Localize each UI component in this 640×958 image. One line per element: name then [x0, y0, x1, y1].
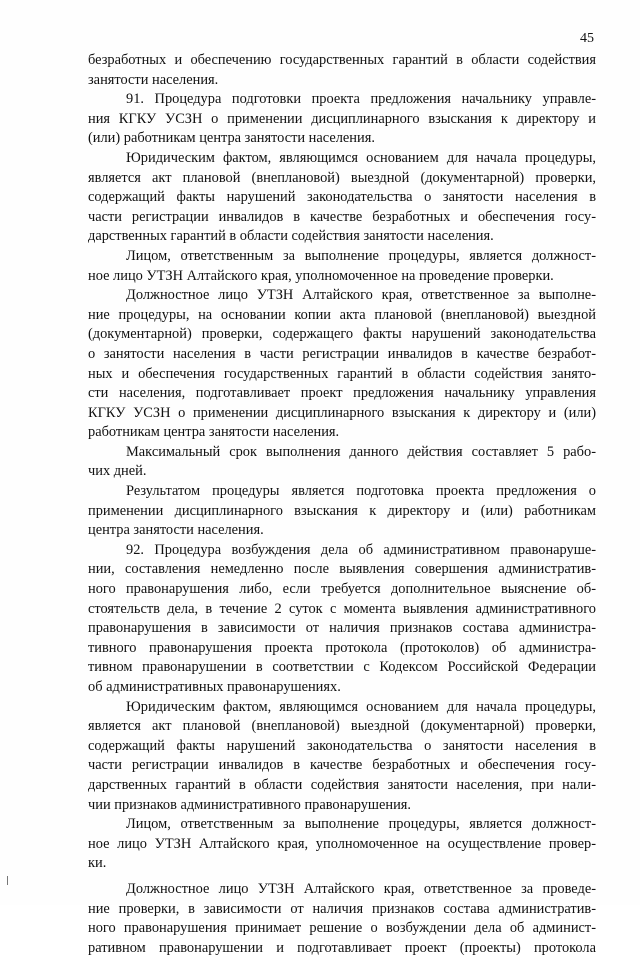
text-line: дарственных гарантий в области содействия занятости населения.	[88, 228, 494, 245]
text-line: дарственных гарантий в области содействия занятости населения, при нали-	[88, 776, 596, 793]
page-number: 45	[580, 31, 594, 46]
text-line: ного правонарушения либо, если требуется дополнительное выяснение об-	[88, 581, 596, 598]
text-line: ного правонарушения принимает решение о возбуждении дела об админист-	[88, 920, 596, 937]
scan-artifact	[7, 876, 8, 885]
text-line: тивном правонарушении в соответствии с Кодексом Российской Федерации	[88, 659, 596, 676]
text-line: ки.	[88, 855, 107, 872]
text-line: ных и обеспечения государственных гарантий в области содействия занято-	[88, 365, 596, 382]
text-line: чии признаков административного правонарушения.	[88, 796, 412, 813]
text-line: нии, составления немедленно после выявления совершения административ-	[88, 561, 596, 578]
text-line: (или) работникам центра занятости населения.	[88, 130, 375, 147]
text-line: о занятости населения в части регистрации инвалидов в качестве безработ-	[88, 345, 596, 362]
text-line: работникам центра занятости населения.	[88, 424, 340, 441]
text-line: содержащий факты нарушений законодательства о занятости населения в	[88, 189, 596, 206]
text-line: является акт плановой (внеплановой) выездной (документарной) проверки,	[88, 718, 596, 735]
text-line: содержащий факты нарушений законодательства о занятости населения в	[88, 737, 596, 754]
text-line: занятости населения.	[88, 71, 219, 88]
document-body	[88, 51, 596, 958]
text-line: Результатом процедуры является подготовка проекта предложения о	[126, 483, 596, 500]
text-line: правонарушения в зависимости от наличия признаков состава администра-	[88, 620, 596, 637]
text-line: части регистрации инвалидов в качестве безработных и обеспечения госу-	[88, 208, 596, 225]
text-line: сти населения, подготавливает проект предложения начальнику управления	[88, 385, 596, 402]
text-line: применении дисциплинарного взыскания к директору и (или) работникам	[88, 502, 596, 519]
text-line: ративном правонарушении и подготавливает проект (проекты) протокола	[88, 939, 596, 956]
text-line: ное лицо УТЗН Алтайского края, уполномоченное на проведение проверки.	[88, 267, 554, 284]
text-line: ния КГКУ УСЗН о применении дисциплинарного взыскания к директору и	[88, 110, 596, 127]
text-line: является акт плановой (внеплановой) выездной (документарной) проверки,	[88, 169, 596, 186]
text-line: Должностное лицо УТЗН Алтайского края, ответственное за проведе-	[126, 880, 596, 897]
text-line: части регистрации инвалидов в качестве безработных и обеспечения госу-	[88, 757, 596, 774]
text-line: ние проверки, в зависимости от наличия признаков состава административ-	[88, 900, 596, 917]
paragraph-91-heading: 91. Процедура подготовки проекта предложения начальнику управле-	[126, 91, 596, 108]
text-line: Лицом, ответственным за выполнение процедуры, является должност-	[126, 247, 596, 264]
text-line: чих дней.	[88, 463, 147, 480]
text-line: центра занятости населения.	[88, 522, 264, 539]
text-line: тивного правонарушения проекта протокола (протоколов) об администра-	[88, 639, 596, 656]
text-line: Максимальный срок выполнения данного действия составляет 5 рабо-	[126, 443, 596, 460]
text-line: Лицом, ответственным за выполнение процедуры, является должност-	[126, 816, 596, 833]
text-line: Должностное лицо УТЗН Алтайского края, ответственное за выполне-	[126, 287, 596, 304]
text-line: КГКУ УСЗН о применении дисциплинарного взыскания к директору и (или)	[88, 404, 596, 421]
text-line: (документарной) проверки, содержащего факты нарушений законодательства	[88, 326, 596, 343]
paragraph-92-heading: 92. Процедура возбуждения дела об административном правонаруше-	[126, 541, 596, 558]
text-line: об административных правонарушениях.	[88, 679, 341, 695]
text-line: Юридическим фактом, являющимся основанием для начала процедуры,	[126, 149, 596, 166]
text-line: Юридическим фактом, являющимся основанием для начала процедуры,	[126, 698, 596, 715]
text-line: ное лицо УТЗН Алтайского края, уполномоченное на осуществление провер-	[88, 835, 596, 852]
text-line: безработных и обеспечению государственных гарантий в области содействия	[88, 52, 596, 68]
text-line: стоятельств дела, в течение 2 суток с момента выявления административного	[88, 600, 596, 617]
text-line: ние процедуры, на основании копии акта плановой (внеплановой) выездной	[88, 306, 596, 323]
